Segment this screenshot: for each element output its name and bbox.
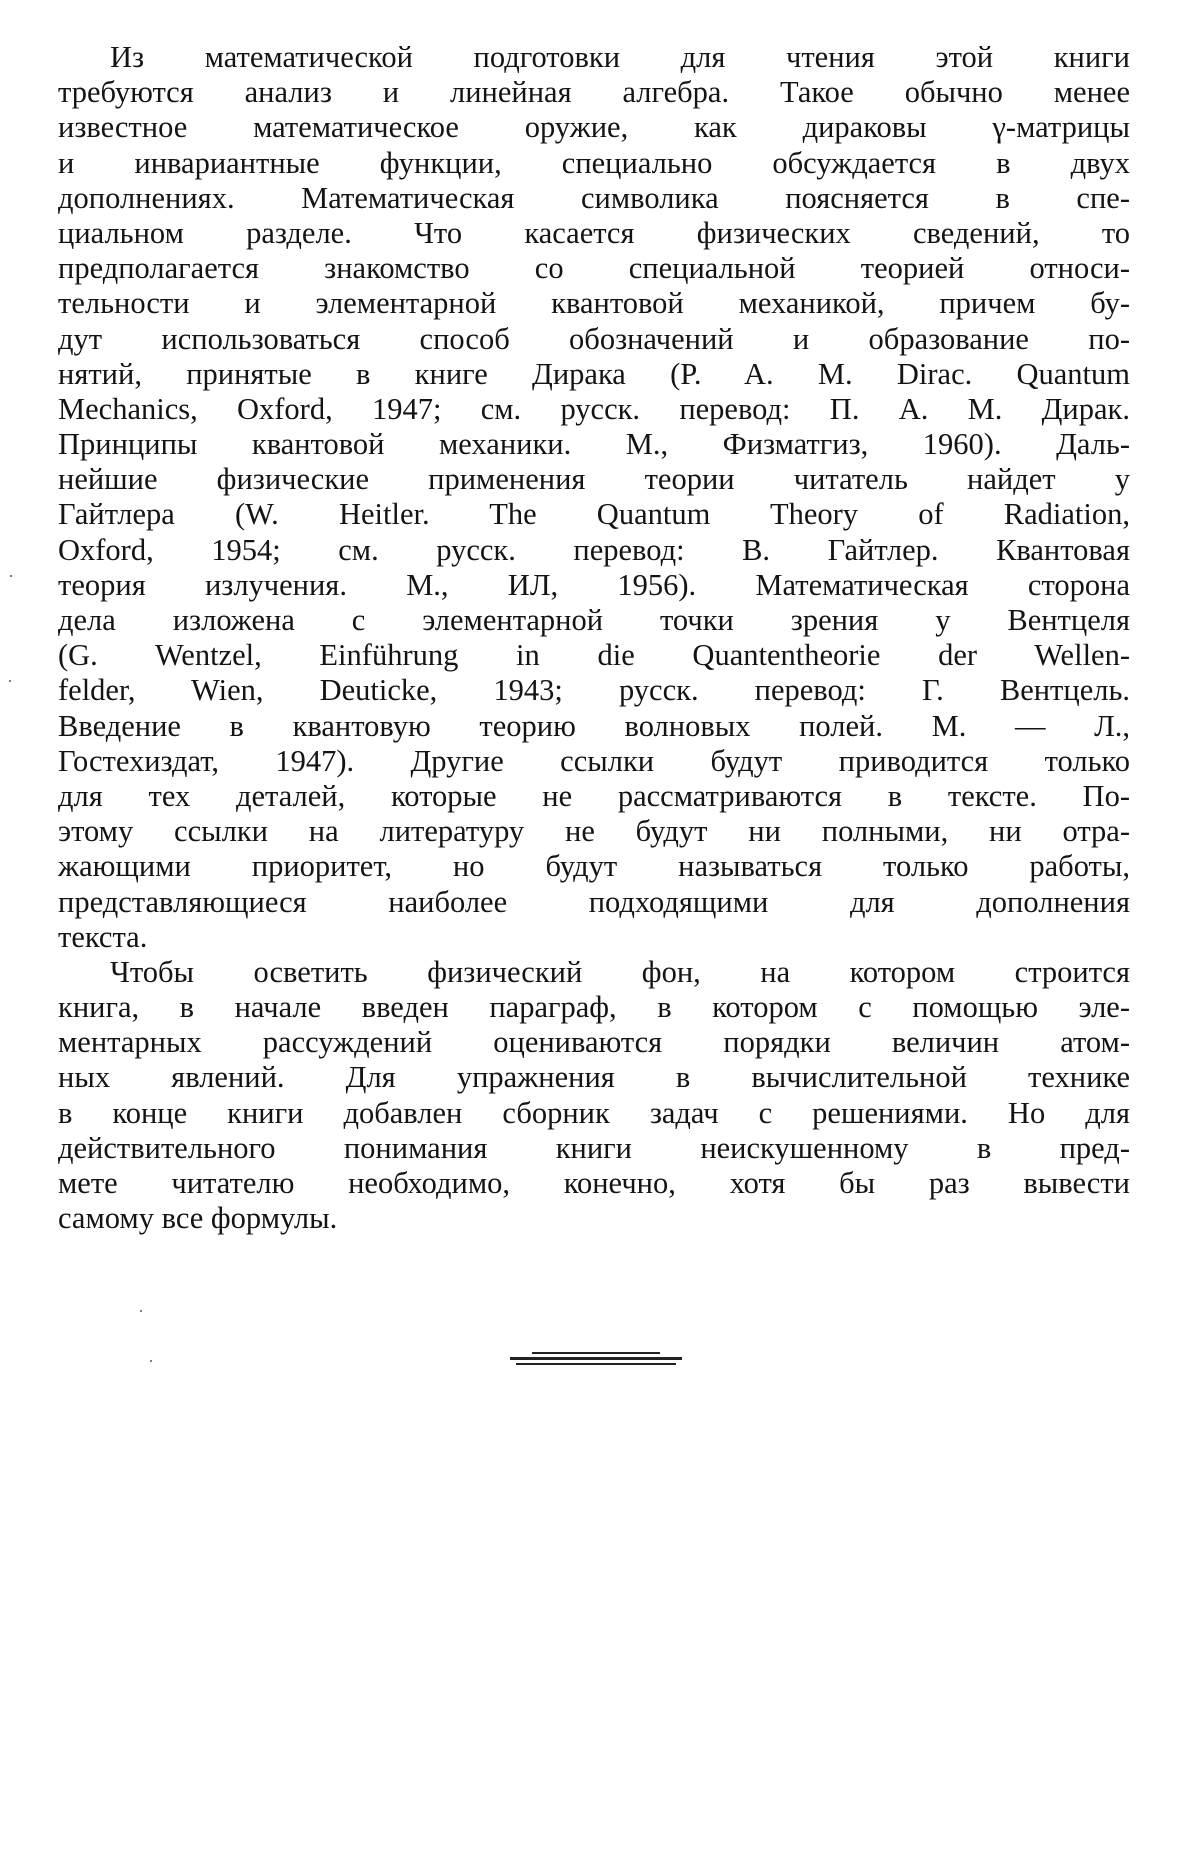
print-speck (10, 575, 12, 577)
text-line: (G. Wentzel, Einführung in die Quantentheorie der Wellen- (58, 638, 1130, 673)
body-text (58, 40, 1130, 1236)
text-line: и инвариантные функции, специально обсуждается в двух (58, 145, 1130, 180)
text-line: известное математическое оружие, как дираковы γ-матрицы (58, 110, 1130, 145)
text-line: Из математической подготовки для чтения этой книги (110, 40, 1130, 74)
text-line: Mechanics, Oxford, 1947; см. русск. перевод: П. А. М. Дирак. (58, 391, 1130, 426)
text-line: нятий, принятые в книге Дирака (P. A. M. Dirac. Quantum (58, 356, 1130, 391)
text-line: книга, в начале введен параграф, в котором с помощью эле- (58, 990, 1130, 1025)
text-line: Гайтлера (W. Heitler. The Quantum Theory of Radiation, (58, 497, 1130, 532)
paragraph-2 (58, 955, 1130, 1237)
text-line: нейшие физические применения теории читатель найдет у (58, 462, 1130, 497)
text-line: ментарных рассуждений оцениваются порядки величин атом- (58, 1025, 1130, 1060)
text-line: этому ссылки на литературу не будут ни полными, ни отра- (58, 814, 1130, 849)
ornament-rule-bottom (516, 1363, 676, 1365)
text-line: самому все формулы. (58, 1201, 338, 1236)
ornament-rule-middle (510, 1357, 682, 1360)
text-line: мете читателю необходимо, конечно, хотя бы раз вывести (58, 1166, 1130, 1200)
text-line: дут использоваться способ обозначений и образование по- (58, 321, 1130, 356)
text-line: Oxford, 1954; см. русск. перевод: В. Гайтлер. Квантовая (58, 532, 1130, 567)
end-ornament-divider (510, 1352, 682, 1366)
print-speck (9, 680, 11, 682)
text-line: Гостехиздат, 1947). Другие ссылки будут приводится только (58, 743, 1130, 778)
text-line: дела изложена с элементарной точки зрения у Вентцеля (58, 603, 1130, 637)
text-line: циальном разделе. Что касается физических сведений, то (58, 215, 1130, 250)
text-line: Чтобы осветить физический фон, на котором строится (110, 954, 1130, 989)
text-line: Принципы квантовой механики. М., Физматгиз, 1960). Даль- (58, 427, 1130, 462)
print-speck (150, 1360, 152, 1362)
text-line: felder, Wien, Deuticke, 1943; русск. перевод: Г. Вентцель. (58, 673, 1130, 708)
ornament-rule-top (532, 1352, 660, 1354)
text-line: представляющиеся наиболее подходящими для дополнения (58, 884, 1130, 919)
text-line: Введение в квантовую теорию волновых полей. М. — Л., (58, 708, 1130, 743)
text-line: в конце книги добавлен сборник задач с решениями. Но для (58, 1095, 1130, 1130)
text-line: жающими приоритет, но будут называться только работы, (58, 849, 1130, 884)
print-speck (140, 1310, 142, 1312)
text-line: дополнениях. Математическая символика поясняется в спе- (58, 180, 1130, 215)
text-line: ных явлений. Для упражнения в вычислительной технике (58, 1060, 1130, 1095)
text-line: теория излучения. М., ИЛ, 1956). Математическая сторона (58, 567, 1130, 602)
text-line: действительного понимания книги неискушенному в пред- (58, 1130, 1130, 1165)
text-line: для тех деталей, которые не рассматриваются в тексте. По- (58, 778, 1130, 813)
text-line: предполагается знакомство со специальной теорией относи- (58, 251, 1130, 286)
paragraph-1 (58, 40, 1130, 955)
text-line: текста. (58, 919, 148, 954)
text-line: требуются анализ и линейная алгебра. Такое обычно менее (58, 75, 1130, 110)
text-line: тельности и элементарной квантовой механикой, причем бу- (58, 286, 1130, 321)
